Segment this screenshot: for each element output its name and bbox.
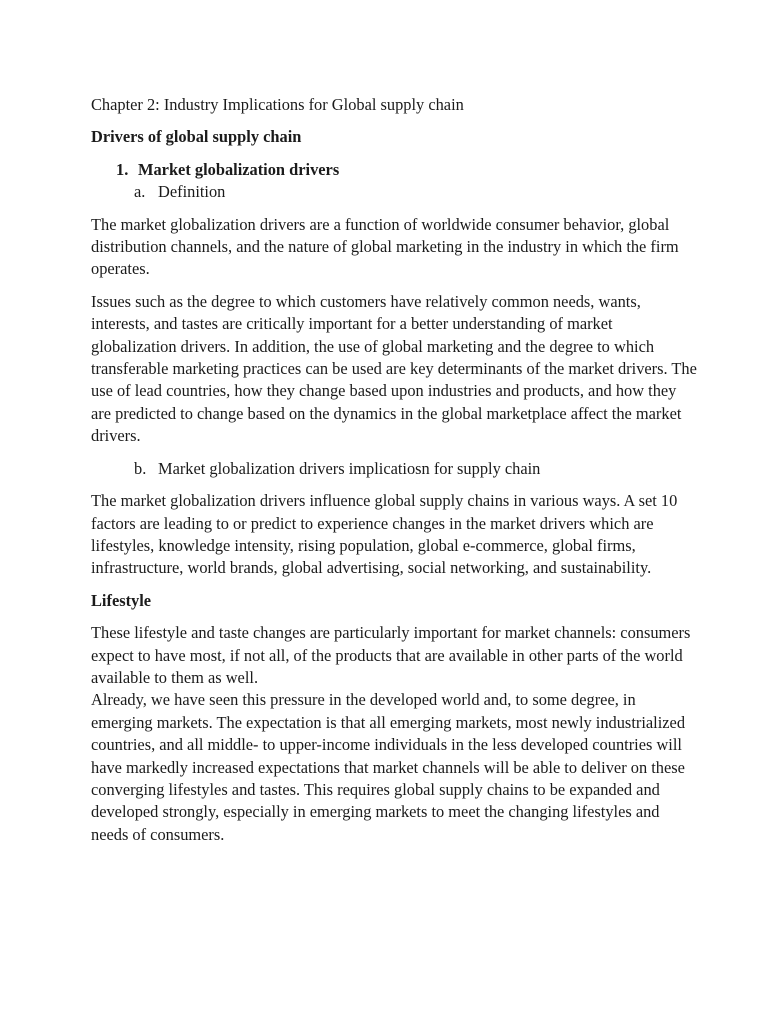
item-number: 1. (116, 159, 129, 179)
item-letter: b. (134, 458, 147, 478)
item-label: Definition (158, 182, 226, 202)
paragraph-issues: Issues such as the degree to which customers have relatively common needs, wants, interests, and tastes are critically important for a better understanding of market globalization drivers. In addition, the use of global marketing and the degree to which transferable marketing practices can be used are key determinants of the market drivers. The use of lead countries, how they change based upon industries and products, and how they are predicted to change based on the dynamics in the global marketplace affect the market drivers. (91, 291, 697, 446)
lettered-item-b (91, 458, 698, 480)
lettered-item-a (91, 181, 698, 203)
item-label: Market globalization drivers (138, 159, 340, 179)
numbered-item-1 (91, 159, 698, 181)
section-heading: Drivers of global supply chain (91, 127, 302, 147)
paragraph-influence: The market globalization drivers influence global supply chains in various ways. A set 10 factors are leading to or predict to experience changes in the market drivers which are lifestyles, knowledge intensity, rising population, global e-commerce, global firms, infrastructure, world brands, global advertising, social networking, and sustainability. (91, 491, 678, 578)
paragraph-pressure: Already, we have seen this pressure in the developed world and, to some degree, in emerging markets. The expectation is that all emerging markets, most newly industrialized countries, and all middle- to upper-income individuals in the less developed countries will have markedly increased expectations that market channels will be able to deliver on these converging lifestyles and tastes. This requires global supply chains to be expanded and developed strongly, especially in emerging markets to meet the changing lifestyles and needs of consumers. (91, 690, 686, 844)
paragraph-lifestyle-changes: These lifestyle and taste changes are particularly important for market channels: consumers expect to have most, if not all, of the products that are available in other parts of the world available to them as well. (91, 623, 691, 687)
lifestyle-heading: Lifestyle (91, 590, 152, 610)
item-label: Market globalization drivers implicatiosn for supply chain (158, 458, 541, 478)
chapter-title: Chapter 2: Industry Implications for Global supply chain (91, 95, 464, 114)
paragraph-definition: The market globalization drivers are a function of worldwide consumer behavior, global distribution channels, and the nature of global marketing in the industry in which the firm operates. (91, 214, 679, 279)
item-letter: a. (134, 182, 146, 202)
